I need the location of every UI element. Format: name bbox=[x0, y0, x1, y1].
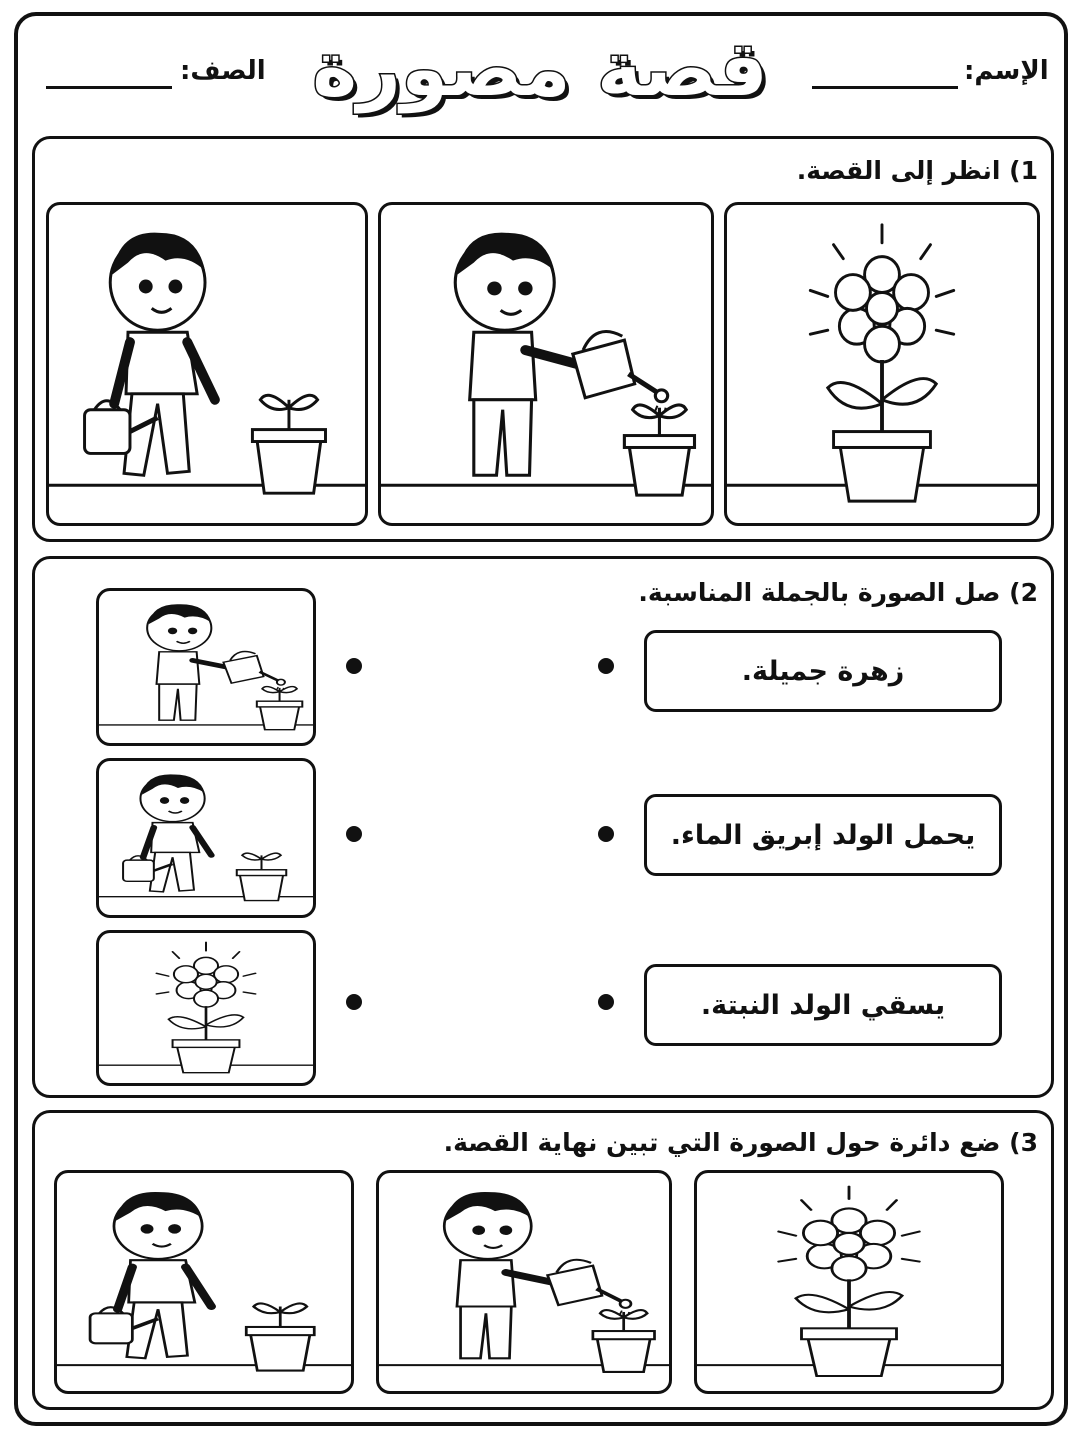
boy-walking-icon bbox=[99, 761, 313, 915]
section3-instruction: 3) ضع دائرة حول الصورة التي تبين نهاية القصة. bbox=[443, 1128, 1038, 1157]
match-picture-flower[interactable] bbox=[96, 930, 316, 1086]
page-title: قصة مصورة bbox=[312, 24, 768, 113]
class-answer-line[interactable] bbox=[46, 86, 172, 89]
boy-walking-icon bbox=[57, 1173, 351, 1391]
match-picture-walking[interactable] bbox=[96, 758, 316, 918]
class-label: الصف: bbox=[180, 56, 266, 86]
name-answer-line[interactable] bbox=[812, 86, 958, 89]
match-dot-sentence-3[interactable] bbox=[598, 994, 614, 1010]
match-dot-sentence-2[interactable] bbox=[598, 826, 614, 842]
flower-icon bbox=[727, 205, 1037, 523]
match-dot-sentence-1[interactable] bbox=[598, 658, 614, 674]
story-panel-flower bbox=[724, 202, 1040, 526]
boy-walking-icon bbox=[49, 205, 365, 523]
name-label: الإسم: bbox=[964, 56, 1049, 86]
flower-icon bbox=[697, 1173, 1001, 1391]
match-picture-watering[interactable] bbox=[96, 588, 316, 746]
flower-icon bbox=[99, 933, 313, 1083]
section1-instruction: 1) انظر إلى القصة. bbox=[796, 156, 1038, 185]
ending-choice-watering[interactable] bbox=[376, 1170, 672, 1394]
ending-choice-walking[interactable] bbox=[54, 1170, 354, 1394]
story-panel-watering bbox=[378, 202, 714, 526]
sentence-box-2[interactable]: يحمل الولد إبريق الماء. bbox=[644, 794, 1002, 876]
match-dot-picture-3[interactable] bbox=[346, 994, 362, 1010]
boy-watering-icon bbox=[99, 591, 313, 743]
match-dot-picture-2[interactable] bbox=[346, 826, 362, 842]
ending-choice-flower[interactable] bbox=[694, 1170, 1004, 1394]
match-dot-picture-1[interactable] bbox=[346, 658, 362, 674]
section2-instruction: 2) صل الصورة بالجملة المناسبة. bbox=[638, 578, 1038, 607]
story-panel-walking bbox=[46, 202, 368, 526]
boy-watering-icon bbox=[381, 205, 711, 523]
sentence-box-1[interactable]: زهرة جميلة. bbox=[644, 630, 1002, 712]
boy-watering-icon bbox=[379, 1173, 669, 1391]
sentence-box-3[interactable]: يسقي الولد النبتة. bbox=[644, 964, 1002, 1046]
